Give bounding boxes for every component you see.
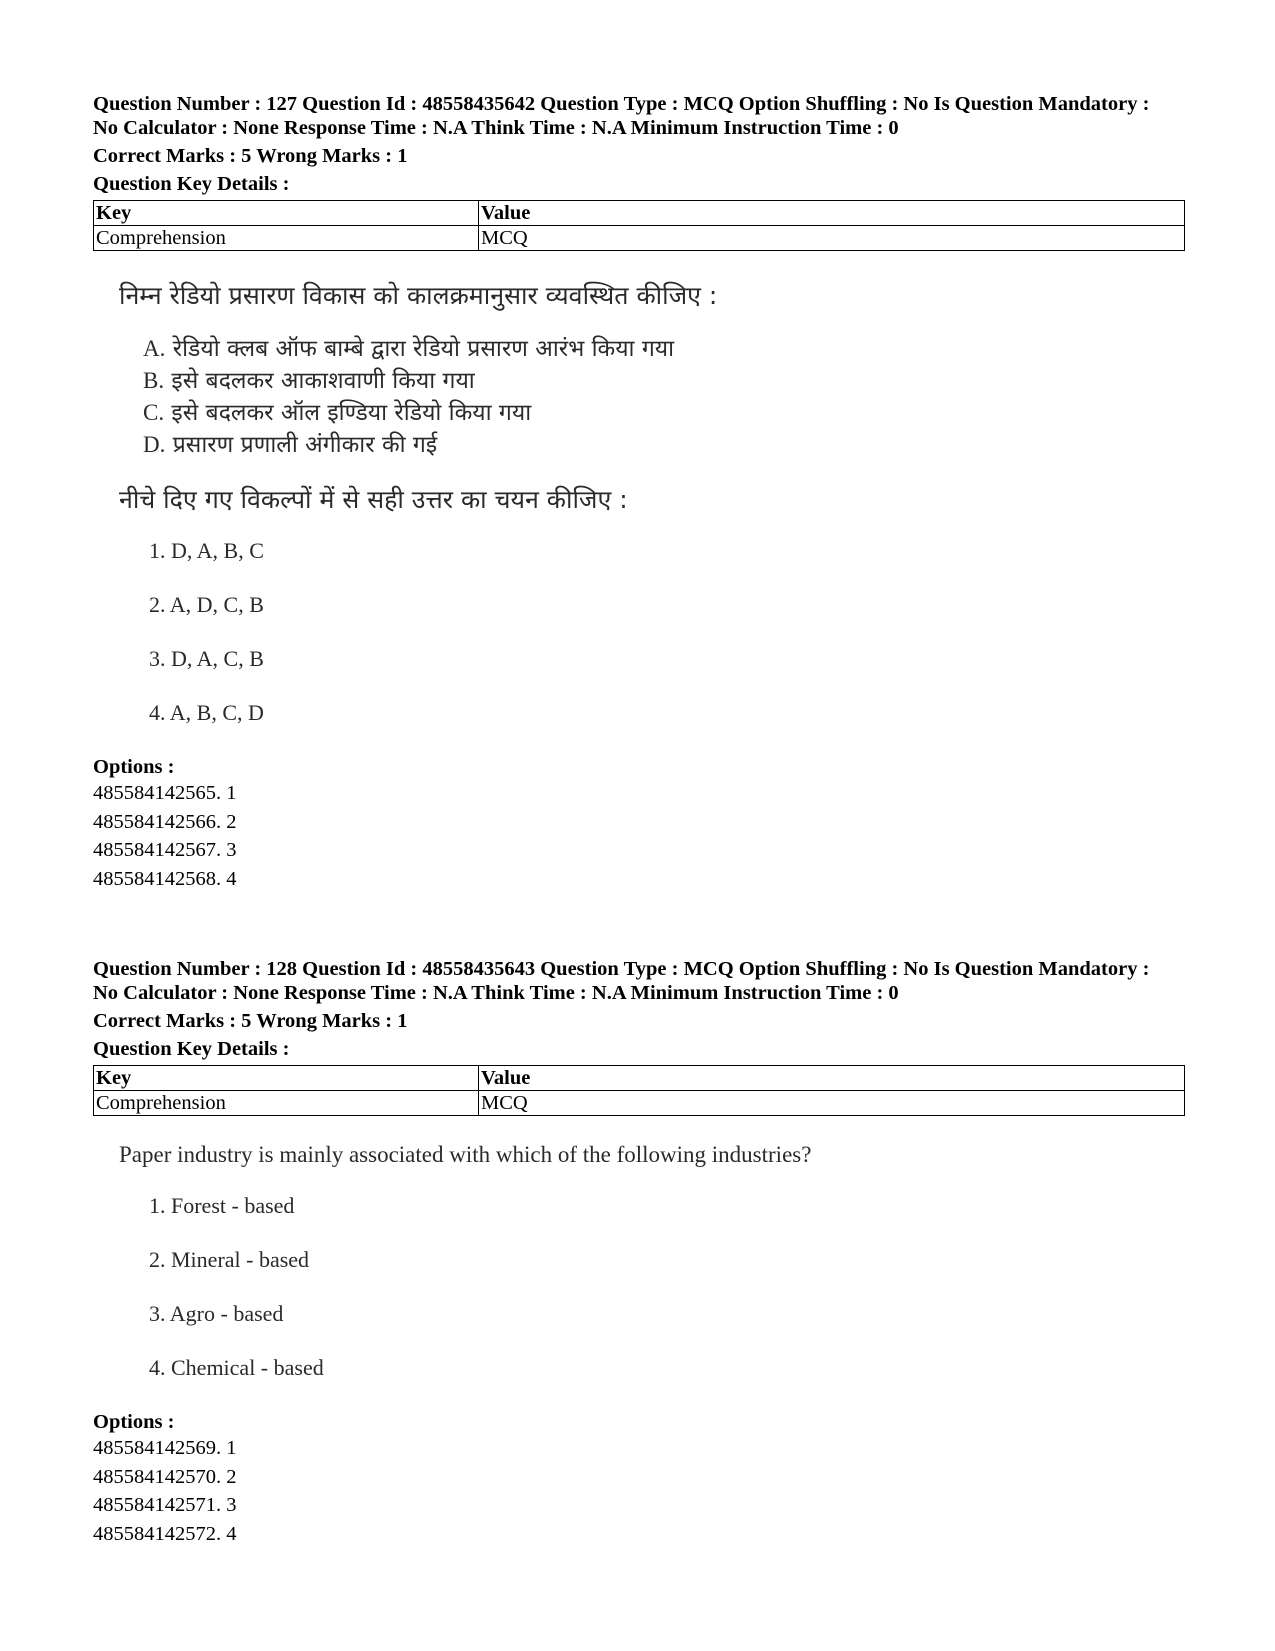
question-body [119, 1140, 1185, 1410]
statement-d: D. प्रसारण प्रणाली अंगीकार की गई [143, 432, 438, 458]
choice-2: 2. Mineral - based [149, 1247, 310, 1272]
option-id-2: 485584142566. 2 [93, 810, 237, 833]
table-cell-key: Comprehension [94, 1091, 479, 1116]
choice-1: 1. Forest - based [149, 1193, 295, 1218]
option-id-4: 485584142568. 4 [93, 867, 237, 890]
option-id-1: 485584142569. 1 [93, 1437, 237, 1459]
choice-list [149, 539, 1185, 755]
question-stem: Paper industry is mainly associated with which of the following industries? [119, 1142, 812, 1167]
table-header-row [94, 201, 1185, 226]
question-127-block [93, 92, 1185, 893]
question-instruction: नीचे दिए गए विकल्पों में से सही उत्तर का चयन कीजिए : [119, 485, 628, 514]
table-header-key: Key [94, 1066, 479, 1091]
marks-line: Correct Marks : 5 Wrong Marks : 1 [93, 145, 408, 167]
question-body [119, 281, 1185, 755]
table-header-value: Value [479, 201, 1185, 226]
table-row [94, 1091, 1185, 1116]
key-details-label: Question Key Details : [93, 173, 290, 195]
choice-3: 3. D, A, C, B [149, 646, 264, 671]
option-id-3: 485584142571. 3 [93, 1494, 237, 1516]
option-id-3: 485584142567. 3 [93, 839, 237, 861]
marks-line: Correct Marks : 5 Wrong Marks : 1 [93, 1010, 408, 1032]
choice-4: 4. A, B, C, D [149, 700, 264, 725]
table-cell-value: MCQ [479, 226, 1185, 251]
statement-c: C. इसे बदलकर ऑल इण्डिया रेडियो किया गया [143, 400, 532, 426]
option-id-4: 485584142572. 4 [93, 1522, 237, 1545]
question-meta-line-1: Question Number : 128 Question Id : 48558435643 Question Type : MCQ Option Shuffling : No Is Question Mandatory : [93, 958, 1150, 980]
table-cell-key: Comprehension [94, 226, 479, 251]
table-header-key: Key [94, 201, 479, 226]
question-meta-line-2: No Calculator : None Response Time : N.A Think Time : N.A Minimum Instruction Time : 0 [93, 117, 899, 139]
option-id-1: 485584142565. 1 [93, 782, 237, 804]
option-id-2: 485584142570. 2 [93, 1465, 237, 1488]
options-label: Options : [93, 1411, 175, 1433]
key-details-table [93, 1065, 1185, 1116]
statement-a: A. रेडियो क्लब ऑफ बाम्बे द्वारा रेडियो प्रसारण आरंभ किया गया [143, 336, 675, 362]
table-header-row [94, 1066, 1185, 1091]
choice-list [149, 1194, 1185, 1410]
question-meta-line-2: No Calculator : None Response Time : N.A Think Time : N.A Minimum Instruction Time : 0 [93, 982, 899, 1004]
question-stem: निम्न रेडियो प्रसारण विकास को कालक्रमानुसार व्यवस्थित कीजिए : [119, 281, 718, 310]
table-cell-value: MCQ [479, 1091, 1185, 1116]
key-details-table [93, 200, 1185, 251]
choice-2: 2. A, D, C, B [149, 592, 264, 617]
statement-list [143, 333, 1185, 461]
key-details-label: Question Key Details : [93, 1038, 290, 1060]
table-row [94, 226, 1185, 251]
question-meta-line-1: Question Number : 127 Question Id : 48558435642 Question Type : MCQ Option Shuffling : No Is Question Mandatory : [93, 93, 1150, 115]
options-label: Options : [93, 756, 175, 778]
table-header-value: Value [479, 1066, 1185, 1091]
choice-3: 3. Agro - based [149, 1301, 284, 1326]
question-128-block [93, 957, 1185, 1548]
statement-b: B. इसे बदलकर आकाशवाणी किया गया [143, 368, 475, 394]
choice-1: 1. D, A, B, C [149, 538, 264, 563]
choice-4: 4. Chemical - based [149, 1355, 324, 1380]
